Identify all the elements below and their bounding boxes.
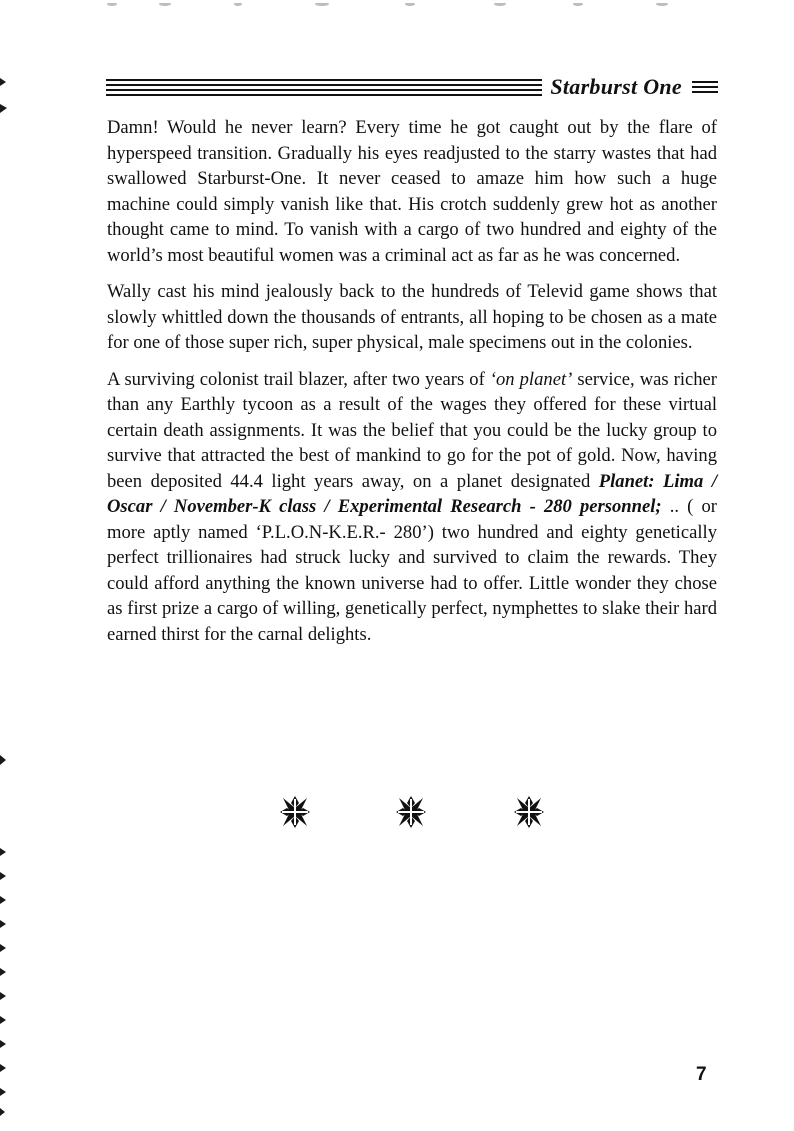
text-run: A surviving colonist trail blazer, after two years of — [107, 368, 490, 390]
text-run: Planet: Lima / Oscar / November-K class / Experimental Research - 280 personnel; — [107, 470, 717, 517]
paragraph — [107, 115, 717, 268]
body-text — [107, 115, 717, 658]
top-edge-marks — [0, 0, 794, 10]
running-header — [106, 70, 718, 104]
text-run: .. ( or more aptly named ‘P.L.O.N-K.E.R.- 280’) two hundred and eighty genetically perfect trillionaires had struck lucky and survived to claim the rewards. They could afford anything the known universe had to offer. Little wonder they chose as first prize a cargo of willing, genetically perfect, nymphettes to slake their hard earned thirst for the carnal delights. — [107, 496, 717, 645]
header-rule-right — [692, 80, 718, 95]
cross-pattee-icon — [396, 796, 426, 828]
paragraph — [107, 367, 717, 648]
cross-pattee-icon — [280, 796, 310, 828]
text-run: ‘on planet’ — [489, 368, 573, 390]
text-run: Wally cast his mind jealously back to the hundreds of Televid game shows that slowly whittled down the thousands of entrants, all hoping to be chosen as a mate for one of those super rich, super physical, male specimens out in the colonies. — [107, 281, 717, 353]
paragraph — [107, 279, 717, 356]
section-break-ornaments — [0, 796, 794, 832]
binding-edge — [0, 0, 12, 1126]
running-header-title: Starburst One — [550, 74, 682, 99]
text-run: Damn! Would he never learn? Every time he got caught out by the flare of hyperspeed transition. Gradually his eyes readjusted to the starry wastes that had swallowed Starburst-One. It never ceased to amaze him how such a huge machine could simply vanish like that. His crotch suddenly grew hot as another thought came to mind. To vanish with a cargo of two hundred and eighty of the world’s most beautiful women was a criminal act as far as he was concerned. — [107, 117, 717, 266]
cross-pattee-icon — [514, 796, 544, 828]
header-rule-left — [106, 77, 542, 97]
page-number: 7 — [696, 1064, 707, 1085]
text-run: service, was richer than any Earthly tycoon as a result of the wages they offered for these virtual certain death assignments. It was the belief that you could be the lucky group to survive that attracted the best of mankind to go for the pot of gold. Now, having been deposited 44.4 light years away, on a planet designated — [107, 368, 717, 492]
